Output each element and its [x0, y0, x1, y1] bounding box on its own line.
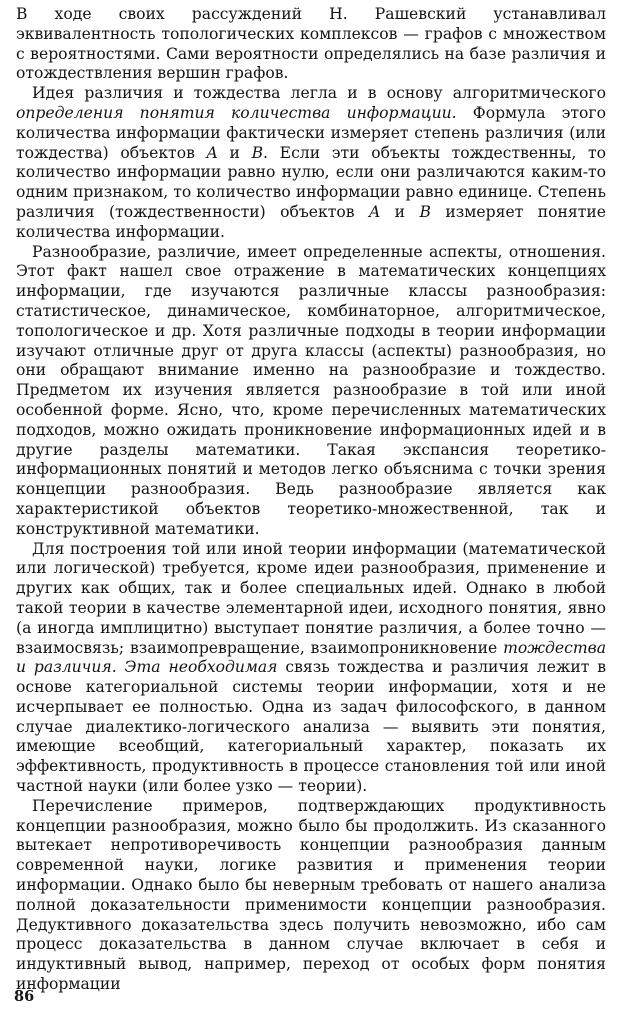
- italic-segment: A: [369, 202, 381, 221]
- paragraph-4: [16, 540, 606, 797]
- text-segment: и: [217, 143, 252, 162]
- text-segment: и: [380, 202, 420, 221]
- text-segment: Разнообразие, различие, имеет определенные аспекты, отношения. Этот факт нашел свое отражение в математических концепциях информации, где изучаются различные классы разнообразия: статистическое, динамическое, комбинаторное, алгоритмическое, топологическое и др. Хотя различные подходы в теории информации изучают отличные друг от друга классы (аспекты) разнообразия, но они обращают внимание именно на разнообразие и тождество. Предметом их изучения является разнообразие в той или иной особенной форме. Ясно, что, кроме перечисленных математических подходов, можно ожидать проникновение информационных идей и в другие разделы математики. Такая экспансия теоретико-информационных понятий и методов легко объяснима с точки зрения концепции разнообразия. Ведь разнообразие является как характеристикой объектов теоретико-множественной, так и конструктивной математики.: [16, 242, 606, 538]
- paragraph-1: [16, 5, 606, 84]
- text-segment: Перечисление примеров, подтверждающих продуктивность концепции разнообразия, можно было бы продолжить. Из сказанного вытекает непротиворечивость концепции разнообразия данным современной науки, логике развития и применения теории информации. Однако было бы неверным требовать от нашего анализа полной доказательности применимости концепции разнообразия. Дедуктивного доказательства здесь получить невозможно, ибо сам процесс доказательства в данном случае включает в себя и индуктивный вывод, например, переход от особых форм понятия информации: [16, 796, 606, 994]
- text-segment: измеряет понятие количества информации.: [16, 202, 606, 241]
- italic-segment: тождества и различия. Эта необходимая: [16, 638, 606, 677]
- text-segment: В ходе своих рассуждений Н. Рашевский устанавливал эквивалентность топологических комплексов — графов с множеством с вероятностями. Сами вероятности определялись на базе различия и отождествления вершин графов.: [16, 5, 606, 83]
- paragraph-2: [16, 84, 606, 242]
- text-segment: Идея различия и тождества легла и в основу алгоритмического: [32, 84, 606, 103]
- text-segment: Формула этого количества информации фактически измеряет степень различия (или тождества) объектов: [16, 103, 606, 162]
- page-text: [16, 5, 606, 995]
- text-segment: . Если эти объекты тождественны, то количество информации равно нулю, если они различаются каким-то одним признаком, то количество информации равно единице. Степень различия (тождественности) объектов: [16, 143, 607, 221]
- italic-segment: B: [251, 143, 264, 162]
- paragraph-3: [16, 243, 606, 540]
- italic-segment: A: [206, 143, 218, 162]
- page-number: 86: [14, 988, 35, 1005]
- text-segment: Для построения той или иной теории информации (математической или логической) требуется, кроме идеи разнообразия, применение и других как общих, так и более специальных идей. Однако в любой такой теории в качестве элементарной идеи, исходного понятия, явно (а иногда имплицитно) выступает понятие различия, а более точно — взаимосвязь; взаимопревращение, взаимопроникновение: [16, 539, 606, 657]
- text-segment: связь тождества и различия лежит в основе категориальной системы теории информации, хотя и не исчерпывает ее полностью. Одна из задач философского, в данном случае диалектико-логического анализа — выявить эти понятия, имеющие всеобщий, категориальный характер, показать их эффективность, продуктивность в процессе становления той или иной частной науки (или более узко — теории).: [16, 658, 606, 796]
- italic-segment: определения понятия количества информации.: [16, 103, 457, 122]
- italic-segment: B: [419, 202, 431, 221]
- paragraph-5: [16, 797, 606, 995]
